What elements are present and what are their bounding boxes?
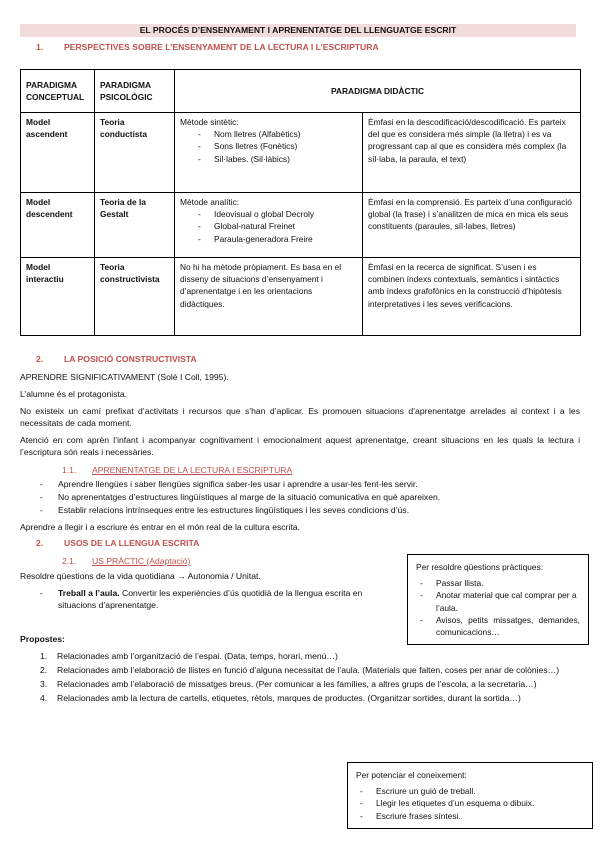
knowledge-box	[347, 762, 593, 829]
box-list	[356, 785, 584, 822]
paragraph: Atenció en com aprèn l’infant i acompanyar cognitivament i emocionalment aquest aprenentatge, creant situacions en les quals la lectura i l’escriptura són reals i necessàries.	[20, 435, 580, 458]
list-item	[22, 692, 578, 705]
cell-conceptual: Model descendent	[21, 193, 95, 258]
proposals-list	[22, 650, 578, 706]
method-label: Mètode analític:	[180, 197, 240, 207]
section-number: 2.	[36, 354, 44, 364]
list-item: - Avisos, petits missatges, demandes, comunicacions…	[416, 614, 580, 638]
list-item: - Paraula-generadora Freire	[180, 233, 357, 245]
list-item: - Ideovisual o global Decroly	[180, 208, 357, 220]
list-item: - Sons lletres (Fonètics)	[180, 140, 357, 152]
cell-method: No hi ha mètode pròpiament. Es basa en el disseny de situacions d’ensenyament i d’aprenentatge i en les orientacions didàctiques.	[175, 258, 363, 336]
paragraph: Resoldre qüestions de la vida quotidiana → Autonomia / Unitat.	[20, 571, 261, 581]
item-text: Relacionades amb l’elaboració de llistes en funció d’alguna necessitat de l’aula. (Materials que falten, coses per anar de colònies…)	[57, 664, 560, 675]
list-item	[22, 650, 578, 663]
subsection-title: US PRÀCTIC (Adaptació)	[92, 556, 191, 566]
work-label: Treball a l’aula.	[58, 588, 120, 598]
cell-psicologic: Teoria de la Gestalt	[95, 193, 175, 258]
box-title: Per potenciar el coneixement:	[356, 770, 467, 780]
list-item: - No aprenentatges d’estructures lingüístiques al marge de la situació comunicativa en què apareixen.	[40, 491, 580, 504]
section-1-heading	[36, 41, 379, 53]
cell-emphasis: Èmfasi en la descodificació/descodificació. Es parteix del que es considera més simple (la lletra) i es va progressant cap al que es considera més complex (la síl·laba, la paraula, el text)	[363, 113, 581, 193]
list-item: - Establir relacions intrínseques entre les estructures lingüístiques i les seves condicions d’ús.	[40, 504, 580, 517]
subsection-title: APRENENTATGE DE LA LECTURA I ESCRIPTURA	[92, 465, 293, 475]
paragraph: L’alumne és el protagonista.	[20, 389, 128, 399]
table-row	[21, 258, 581, 336]
section-title: LA POSICIÓ CONSTRUCTIVISTA	[64, 354, 197, 364]
section-3-heading	[36, 537, 199, 549]
box-list	[416, 577, 580, 638]
item-number: 4.	[40, 692, 48, 703]
item-text: Relacionades amb l’elaboració de missatges breus. (Per comunicar a les famílies, a altres grups de l’escola, a la secretaria…)	[57, 678, 537, 689]
method-label: Mètode sintètic:	[180, 117, 239, 127]
document-title: EL PROCÉS D’ENSENYAMENT I APRENENTATGE DEL LLENGUATGE ESCRIT	[20, 24, 576, 37]
section-title: USOS DE LA LLENGUA ESCRITA	[64, 538, 200, 548]
practical-questions-box	[407, 554, 589, 645]
table-header-row	[21, 70, 581, 113]
cell-conceptual: Model interactiu	[21, 258, 95, 336]
cell-emphasis: Èmfasi en la recerca de significat. S’usen i es combinen índexs contextuals, semàntics i sintàctics amb índexs grafofònics en la construcció d’hipòtesis interpretatives i les seves verificacions.	[363, 258, 581, 336]
list-item: - Global-natural Freinet	[180, 220, 357, 232]
cell-psicologic: Teoria constructivista	[95, 258, 175, 336]
header-didactic: PARADIGMA DIDÀCTIC	[175, 70, 581, 113]
subsection-1-1-heading	[62, 464, 292, 476]
cell-method	[175, 113, 363, 193]
method-list	[180, 128, 357, 165]
paragraph: Aprendre a llegir i a escriure és entrar en el món real de la cultura escrita.	[20, 522, 300, 532]
list-item	[22, 678, 578, 691]
item-text: Relacionades amb la lectura de cartells, etiquetes, rètols, marques de productes. (Organitzar sortides, durant la sortida…)	[57, 692, 521, 703]
paragraph: APRENDRE SIGNIFICATIVAMENT (Solé I Coll, 1995).	[20, 372, 229, 382]
work-description: Convertir les experiències d’ús quotidià de la llengua escrita en situacions d’aprenentatge.	[58, 588, 363, 611]
list-item: - Sil·labes. (Sil·làbics)	[180, 153, 357, 165]
header-conceptual: PARADIGMA CONCEPTUAL	[21, 70, 95, 113]
list-item: - Aprendre llengües i saber llengües significa saber-les usar i aprendre a usar-les fent-les servir.	[40, 478, 580, 491]
list-item: - Anotar material que cal comprar per a l’aula.	[416, 589, 580, 613]
subsection-number: 2.1.	[62, 556, 77, 566]
list-item: - Escriure un guió de treball.	[356, 785, 584, 797]
section-title: PERSPECTIVES SOBRE L’ENSENYAMENT DE LA LECTURA I L’ESCRIPTURA	[64, 42, 379, 52]
section-2-heading	[36, 353, 197, 365]
header-psicologic: PARADIGMA PSICOLÒGIC	[95, 70, 175, 113]
cell-conceptual: Model ascendent	[21, 113, 95, 193]
subsection-2-1-heading	[62, 555, 190, 567]
cell-psicologic: Teoria conductista	[95, 113, 175, 193]
work-paragraph	[40, 587, 390, 612]
item-text: Relacionades amb l’organització de l’espai. (Data, temps, horari, menú…)	[57, 651, 338, 661]
list-item	[22, 664, 578, 677]
subsection-number: 1.1.	[62, 465, 77, 475]
table-row	[21, 113, 581, 193]
list-item: - Passar llista.	[416, 577, 580, 589]
item-number: 2.	[40, 664, 48, 675]
list-item: - Nom lletres (Alfabètics)	[180, 128, 357, 140]
method-list	[180, 208, 357, 245]
constructivist-bullets	[40, 478, 580, 517]
list-item: - Escriure frases síntesi.	[356, 810, 584, 822]
item-number: 1.	[40, 651, 48, 661]
paragraph: No existeix un camí prefixat d’activitats i recursos que s’han d’aplicar. Es promouen situacions d’aprenentatge arrelades al context i a les necessitats de cada moment.	[20, 406, 580, 429]
box-title: Per resoldre qüestions pràctiques:	[416, 562, 544, 572]
cell-method	[175, 193, 363, 258]
item-number: 3.	[40, 678, 48, 689]
list-item: - Llegir les etiquetes d’un esquema o dibuix.	[356, 797, 584, 809]
work-text	[40, 587, 390, 612]
section-number: 2.	[36, 538, 44, 548]
table-row	[21, 193, 581, 258]
proposals-label: Propostes:	[20, 634, 65, 644]
paradigm-table	[20, 69, 581, 336]
cell-emphasis: Èmfasi en la comprensió. Es parteix d’una configuració global (la frase) i s’analitzen de mica en mica els seus constituents (paraules, síl·labes, lletres)	[363, 193, 581, 258]
bullet-dash: -	[40, 588, 43, 598]
section-number: 1.	[36, 42, 44, 52]
